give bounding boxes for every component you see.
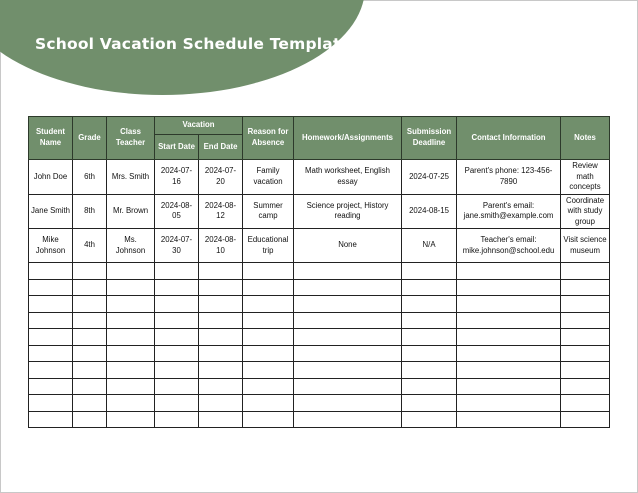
cell-start-date: 2024-07-30 bbox=[155, 229, 199, 263]
empty-cell[interactable] bbox=[155, 263, 199, 280]
table-row bbox=[29, 194, 610, 229]
empty-cell[interactable] bbox=[29, 362, 73, 379]
col-vacation: Vacation bbox=[155, 117, 243, 135]
empty-cell[interactable] bbox=[402, 329, 457, 346]
cell-notes: Visit science museum bbox=[561, 229, 610, 263]
empty-cell[interactable] bbox=[457, 362, 561, 379]
empty-cell[interactable] bbox=[294, 263, 402, 280]
empty-cell[interactable] bbox=[457, 411, 561, 428]
cell-contact: Parent's email: jane.smith@example.com bbox=[457, 194, 561, 229]
col-deadline: Submission Deadline bbox=[402, 117, 457, 160]
empty-row bbox=[29, 312, 610, 329]
empty-cell[interactable] bbox=[243, 378, 294, 395]
cell-deadline: 2024-08-15 bbox=[402, 194, 457, 229]
empty-cell[interactable] bbox=[243, 395, 294, 412]
empty-cell[interactable] bbox=[243, 411, 294, 428]
empty-cell[interactable] bbox=[73, 362, 107, 379]
empty-cell[interactable] bbox=[29, 279, 73, 296]
empty-cell[interactable] bbox=[107, 411, 155, 428]
col-class-teacher: Class Teacher bbox=[107, 117, 155, 160]
empty-cell[interactable] bbox=[73, 411, 107, 428]
header-row bbox=[29, 117, 610, 135]
empty-cell[interactable] bbox=[199, 411, 243, 428]
empty-cell[interactable] bbox=[73, 296, 107, 313]
cell-grade: 4th bbox=[73, 229, 107, 263]
empty-cell[interactable] bbox=[107, 312, 155, 329]
empty-cell[interactable] bbox=[561, 296, 610, 313]
empty-cell[interactable] bbox=[29, 329, 73, 346]
empty-cell[interactable] bbox=[457, 312, 561, 329]
empty-cell[interactable] bbox=[457, 329, 561, 346]
empty-cell[interactable] bbox=[457, 345, 561, 362]
empty-row bbox=[29, 378, 610, 395]
empty-cell[interactable] bbox=[29, 263, 73, 280]
col-reason: Reason for Absence bbox=[243, 117, 294, 160]
cell-end-date: 2024-07-20 bbox=[199, 160, 243, 195]
cell-grade: 8th bbox=[73, 194, 107, 229]
empty-cell[interactable] bbox=[29, 345, 73, 362]
empty-cell[interactable] bbox=[29, 312, 73, 329]
empty-cell[interactable] bbox=[73, 329, 107, 346]
empty-cell[interactable] bbox=[561, 411, 610, 428]
empty-cell[interactable] bbox=[402, 312, 457, 329]
empty-cell[interactable] bbox=[107, 263, 155, 280]
empty-row bbox=[29, 411, 610, 428]
page-title: School Vacation Schedule Template bbox=[35, 35, 352, 53]
empty-cell[interactable] bbox=[107, 345, 155, 362]
cell-class-teacher: Mrs. Smith bbox=[107, 160, 155, 195]
empty-cell[interactable] bbox=[73, 279, 107, 296]
empty-cell[interactable] bbox=[243, 329, 294, 346]
cell-contact: Teacher's email: mike.johnson@school.edu bbox=[457, 229, 561, 263]
cell-start-date: 2024-08-05 bbox=[155, 194, 199, 229]
cell-reason: Family vacation bbox=[243, 160, 294, 195]
empty-cell[interactable] bbox=[294, 378, 402, 395]
empty-cell[interactable] bbox=[402, 362, 457, 379]
empty-cell[interactable] bbox=[561, 378, 610, 395]
empty-cell[interactable] bbox=[73, 345, 107, 362]
empty-cell[interactable] bbox=[243, 345, 294, 362]
empty-cell[interactable] bbox=[155, 329, 199, 346]
cell-grade: 6th bbox=[73, 160, 107, 195]
col-end-date: End Date bbox=[199, 135, 243, 160]
cell-start-date: 2024-07-16 bbox=[155, 160, 199, 195]
empty-cell[interactable] bbox=[402, 411, 457, 428]
empty-cell[interactable] bbox=[199, 395, 243, 412]
empty-cell[interactable] bbox=[73, 263, 107, 280]
cell-notes: Review math concepts bbox=[561, 160, 610, 195]
cell-student-name: John Doe bbox=[29, 160, 73, 195]
empty-cell[interactable] bbox=[294, 411, 402, 428]
cell-reason: Educational trip bbox=[243, 229, 294, 263]
empty-cell[interactable] bbox=[402, 378, 457, 395]
table-header bbox=[29, 117, 610, 160]
empty-cell[interactable] bbox=[29, 296, 73, 313]
empty-cell[interactable] bbox=[561, 312, 610, 329]
empty-cell[interactable] bbox=[107, 395, 155, 412]
col-contact: Contact Information bbox=[457, 117, 561, 160]
empty-cell[interactable] bbox=[243, 362, 294, 379]
col-homework: Homework/Assignments bbox=[294, 117, 402, 160]
empty-cell[interactable] bbox=[561, 395, 610, 412]
empty-row bbox=[29, 362, 610, 379]
cell-reason: Summer camp bbox=[243, 194, 294, 229]
empty-cell[interactable] bbox=[73, 312, 107, 329]
cell-class-teacher: Ms. Johnson bbox=[107, 229, 155, 263]
empty-cell[interactable] bbox=[457, 378, 561, 395]
empty-cell[interactable] bbox=[243, 279, 294, 296]
empty-cell[interactable] bbox=[199, 296, 243, 313]
cell-deadline: N/A bbox=[402, 229, 457, 263]
empty-cell[interactable] bbox=[199, 329, 243, 346]
empty-cell[interactable] bbox=[294, 345, 402, 362]
empty-cell[interactable] bbox=[155, 395, 199, 412]
empty-cell[interactable] bbox=[402, 395, 457, 412]
empty-cell[interactable] bbox=[402, 263, 457, 280]
empty-cell[interactable] bbox=[73, 395, 107, 412]
empty-cell[interactable] bbox=[561, 345, 610, 362]
empty-cell[interactable] bbox=[29, 378, 73, 395]
empty-row bbox=[29, 345, 610, 362]
empty-cell[interactable] bbox=[155, 378, 199, 395]
empty-cell[interactable] bbox=[107, 279, 155, 296]
empty-cell[interactable] bbox=[107, 362, 155, 379]
empty-row bbox=[29, 395, 610, 412]
empty-cell[interactable] bbox=[155, 279, 199, 296]
empty-cell[interactable] bbox=[29, 395, 73, 412]
empty-cell[interactable] bbox=[155, 312, 199, 329]
empty-cell[interactable] bbox=[457, 395, 561, 412]
col-notes: Notes bbox=[561, 117, 610, 160]
col-student-name: Student Name bbox=[29, 117, 73, 160]
empty-cell[interactable] bbox=[561, 329, 610, 346]
empty-cell[interactable] bbox=[294, 279, 402, 296]
empty-cell[interactable] bbox=[155, 345, 199, 362]
schedule-table bbox=[28, 116, 610, 428]
empty-cell[interactable] bbox=[155, 296, 199, 313]
empty-cell[interactable] bbox=[457, 279, 561, 296]
col-grade: Grade bbox=[73, 117, 107, 160]
empty-cell[interactable] bbox=[243, 263, 294, 280]
table-row bbox=[29, 160, 610, 195]
empty-cell[interactable] bbox=[294, 329, 402, 346]
empty-cell[interactable] bbox=[294, 395, 402, 412]
empty-row bbox=[29, 279, 610, 296]
empty-row bbox=[29, 263, 610, 280]
empty-cell[interactable] bbox=[155, 362, 199, 379]
empty-cell[interactable] bbox=[294, 296, 402, 313]
cell-deadline: 2024-07-25 bbox=[402, 160, 457, 195]
empty-cell[interactable] bbox=[402, 296, 457, 313]
empty-cell[interactable] bbox=[457, 296, 561, 313]
empty-cell[interactable] bbox=[457, 263, 561, 280]
empty-cell[interactable] bbox=[199, 279, 243, 296]
empty-cell[interactable] bbox=[199, 378, 243, 395]
cell-class-teacher: Mr. Brown bbox=[107, 194, 155, 229]
empty-cell[interactable] bbox=[107, 378, 155, 395]
empty-cell[interactable] bbox=[29, 411, 73, 428]
cell-homework: Science project, History reading bbox=[294, 194, 402, 229]
empty-cell[interactable] bbox=[402, 345, 457, 362]
cell-homework: None bbox=[294, 229, 402, 263]
empty-cell[interactable] bbox=[199, 263, 243, 280]
empty-row bbox=[29, 296, 610, 313]
cell-homework: Math worksheet, English essay bbox=[294, 160, 402, 195]
empty-cell[interactable] bbox=[107, 329, 155, 346]
empty-cell[interactable] bbox=[561, 279, 610, 296]
empty-cell[interactable] bbox=[561, 362, 610, 379]
empty-cell[interactable] bbox=[561, 263, 610, 280]
empty-cell[interactable] bbox=[155, 411, 199, 428]
empty-cell[interactable] bbox=[199, 362, 243, 379]
empty-cell[interactable] bbox=[199, 312, 243, 329]
empty-cell[interactable] bbox=[199, 345, 243, 362]
cell-notes: Coordinate with study group bbox=[561, 194, 610, 229]
table-body bbox=[29, 160, 610, 428]
empty-cell[interactable] bbox=[402, 279, 457, 296]
empty-cell[interactable] bbox=[243, 296, 294, 313]
cell-student-name: Mike Johnson bbox=[29, 229, 73, 263]
empty-cell[interactable] bbox=[294, 362, 402, 379]
cell-contact: Parent's phone: 123-456-7890 bbox=[457, 160, 561, 195]
cell-student-name: Jane Smith bbox=[29, 194, 73, 229]
empty-cell[interactable] bbox=[294, 312, 402, 329]
table-row bbox=[29, 229, 610, 263]
empty-row bbox=[29, 329, 610, 346]
empty-cell[interactable] bbox=[73, 378, 107, 395]
col-start-date: Start Date bbox=[155, 135, 199, 160]
cell-end-date: 2024-08-10 bbox=[199, 229, 243, 263]
cell-end-date: 2024-08-12 bbox=[199, 194, 243, 229]
empty-cell[interactable] bbox=[107, 296, 155, 313]
empty-cell[interactable] bbox=[243, 312, 294, 329]
